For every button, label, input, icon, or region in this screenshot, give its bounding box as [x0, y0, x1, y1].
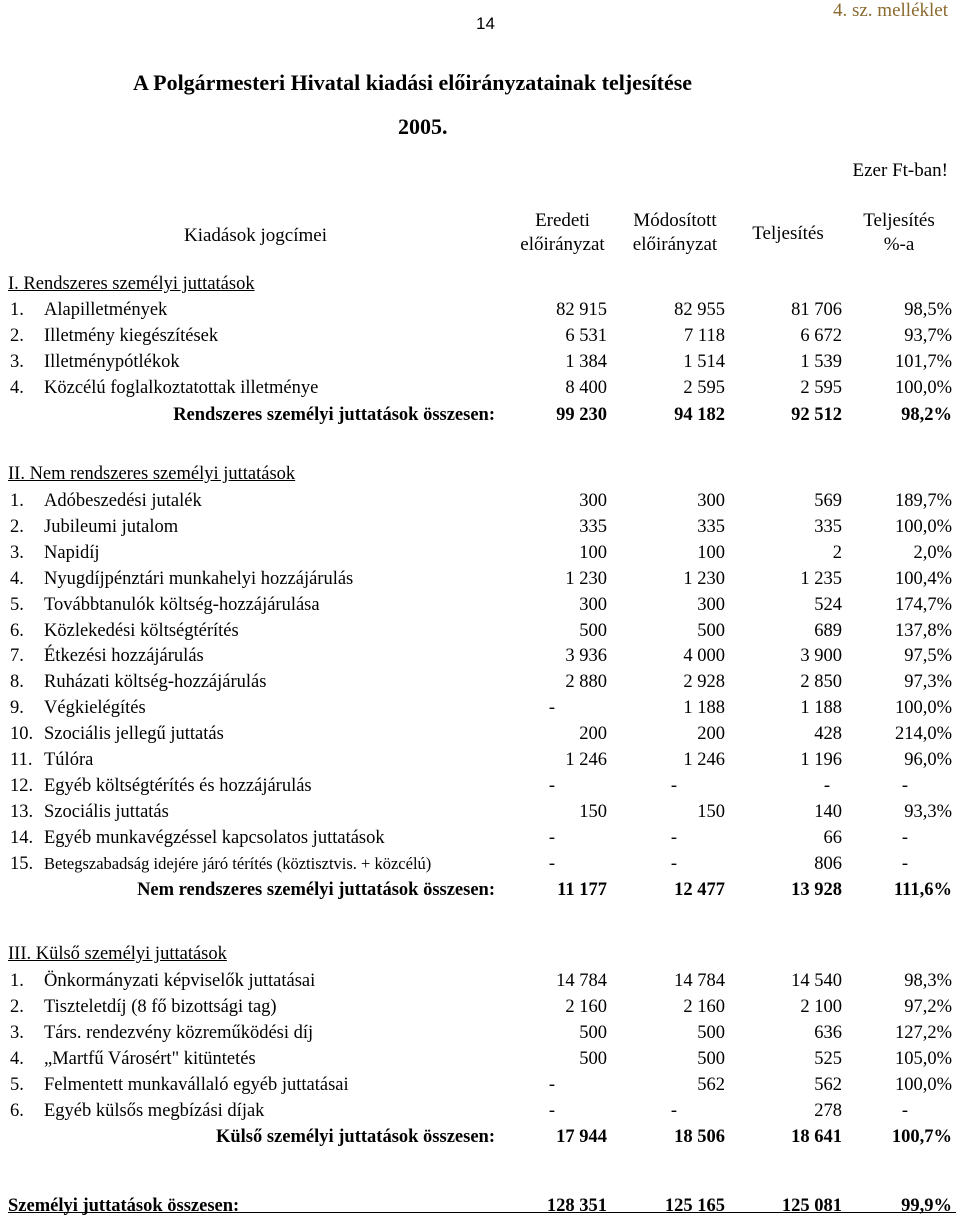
row-number: 3. — [10, 542, 24, 563]
performance-cell: 1 196 — [800, 750, 842, 770]
performance-percent-cell: 100,0% — [894, 1074, 952, 1095]
original-budget-cell: - — [548, 1074, 555, 1095]
grand-total-label: Személyi juttatások összesen: — [8, 1196, 240, 1216]
performance-cell: 2 — [832, 542, 842, 563]
grand-total-row — [0, 1193, 960, 1219]
performance-cell: 569 — [814, 491, 842, 511]
row-label: Betegszabadság idejére járó térítés (köztisztvis. + közcélú) — [44, 853, 432, 873]
modified-budget-cell: 2 928 — [683, 672, 725, 693]
row-label: Végkielégítés — [44, 698, 146, 719]
modified-budget-cell: 562 — [697, 1074, 725, 1095]
total-original-budget: 11 177 — [557, 880, 607, 900]
total-modified-budget: 18 506 — [674, 1127, 725, 1147]
modified-budget-cell: 1 188 — [683, 698, 725, 719]
performance-percent-cell: 93,3% — [904, 801, 952, 822]
performance-percent-cell: 98,5% — [904, 300, 952, 320]
performance-cell: 428 — [814, 724, 842, 745]
table-row — [0, 297, 960, 323]
row-label: Jubileumi jutalom — [44, 516, 179, 537]
total-modified-budget: 94 182 — [674, 405, 725, 425]
document-title — [0, 70, 960, 96]
original-budget-cell: 1 230 — [565, 568, 607, 589]
row-label: Társ. rendezvény közreműködési díj — [44, 1022, 314, 1043]
performance-percent-cell: - — [901, 827, 908, 848]
total-label: Külső személyi juttatások összesen: — [215, 1127, 495, 1147]
table-row — [0, 349, 960, 375]
performance-percent-cell: 97,3% — [904, 672, 952, 693]
original-budget-cell: 2 880 — [565, 672, 607, 693]
performance-cell: 1 188 — [800, 698, 842, 719]
row-label: Túlóra — [44, 750, 94, 770]
row-label: Közcélú foglalkoztatottak illetménye — [44, 377, 319, 398]
header-modified-line1: Módosított — [633, 210, 717, 231]
row-number: 8. — [10, 672, 24, 693]
row-label: „Martfű Városért" kitüntetés — [44, 1048, 256, 1069]
header-label: Kiadások jogcímei — [184, 225, 327, 246]
row-number: 10. — [10, 724, 34, 745]
performance-percent-cell: - — [901, 853, 908, 874]
modified-budget-cell: 335 — [697, 516, 725, 537]
header-performance: Teljesítés — [752, 223, 824, 244]
row-number: 2. — [10, 516, 24, 537]
grand-total-modified-budget: 125 165 — [664, 1196, 725, 1216]
header-modified-line2: előirányzat — [632, 234, 718, 255]
original-budget-cell: 3 936 — [565, 646, 607, 667]
title-text: A Polgármesteri Hivatal kiadási előirányzatainak teljesítése — [132, 70, 693, 95]
row-label: Önkormányzati képviselők juttatásai — [44, 971, 316, 991]
annex-label: 4. sz. melléklet — [832, 0, 948, 21]
section-total-row — [0, 1124, 960, 1150]
original-budget-cell: 335 — [579, 516, 607, 537]
total-modified-budget: 12 477 — [674, 880, 725, 900]
section-title: III. Külső személyi juttatások — [8, 944, 227, 964]
modified-budget-cell: 300 — [697, 594, 725, 615]
performance-cell: 562 — [814, 1074, 842, 1095]
row-number: 9. — [10, 698, 24, 719]
table-row — [0, 323, 960, 349]
table-row — [0, 514, 960, 540]
total-label: Nem rendszeres személyi juttatások összesen: — [137, 880, 495, 900]
row-number: 2. — [10, 996, 24, 1017]
performance-percent-cell: 2,0% — [913, 542, 952, 563]
table-row — [0, 721, 960, 747]
performance-cell: 81 706 — [791, 300, 842, 320]
row-number: 3. — [10, 351, 24, 372]
performance-cell: 66 — [823, 827, 842, 848]
original-budget-cell: 82 915 — [556, 300, 607, 320]
performance-percent-cell: 101,7% — [894, 351, 952, 372]
row-label: Ruházati költség-hozzájárulás — [44, 672, 267, 693]
performance-percent-cell: 100,0% — [894, 377, 952, 398]
row-number: 1. — [10, 971, 24, 991]
table-row — [0, 643, 960, 669]
document-year: 2005. — [398, 114, 448, 139]
table-row — [0, 488, 960, 514]
performance-percent-cell: 93,7% — [904, 325, 952, 346]
total-performance-percent: 100,7% — [891, 1127, 952, 1147]
performance-cell: 278 — [814, 1100, 842, 1121]
section-total-row — [0, 402, 960, 428]
table-row — [0, 1046, 960, 1072]
performance-percent-cell: 189,7% — [894, 491, 952, 511]
row-label: Nyugdíjpénztári munkahelyi hozzájárulás — [44, 568, 354, 589]
total-performance: 92 512 — [791, 405, 842, 425]
row-number: 2. — [10, 325, 24, 346]
table-row — [0, 825, 960, 851]
original-budget-cell: 300 — [579, 594, 607, 615]
performance-cell: 2 850 — [800, 672, 842, 693]
performance-percent-cell: 97,2% — [904, 996, 952, 1017]
total-performance-percent: 111,6% — [893, 880, 952, 900]
performance-percent-cell: 214,0% — [894, 724, 952, 745]
table-row — [0, 566, 960, 592]
row-label: Alapilletmények — [44, 300, 168, 320]
table-row — [0, 695, 960, 721]
total-original-budget: 17 944 — [556, 1127, 607, 1147]
original-budget-cell: - — [548, 853, 555, 874]
row-label: Szociális jellegű juttatás — [44, 724, 224, 745]
modified-budget-cell: 500 — [697, 1022, 725, 1043]
table-row — [0, 375, 960, 401]
row-number: 15. — [10, 853, 34, 874]
header-original-line2: előirányzat — [520, 234, 605, 255]
total-performance: 13 928 — [791, 880, 842, 900]
original-budget-cell: 100 — [579, 542, 607, 563]
table-row — [0, 592, 960, 618]
performance-percent-cell: 100,0% — [894, 516, 952, 537]
row-number: 13. — [10, 801, 34, 822]
modified-budget-cell: - — [670, 827, 677, 848]
row-number: 5. — [10, 594, 24, 615]
section-title: I. Rendszeres személyi juttatások — [8, 274, 255, 294]
modified-budget-cell: 200 — [697, 724, 725, 745]
row-label: Egyéb költségtérítés és hozzájárulás — [44, 775, 312, 796]
row-number: 4. — [10, 1048, 24, 1069]
performance-cell: 335 — [814, 516, 842, 537]
header-performance-percent — [840, 209, 958, 257]
modified-budget-cell: 300 — [697, 491, 725, 511]
row-number: 6. — [10, 620, 24, 641]
modified-budget-cell: 7 118 — [684, 325, 725, 346]
original-budget-cell: 150 — [579, 801, 607, 822]
table-row — [0, 851, 960, 877]
performance-cell: 1 539 — [800, 351, 842, 372]
original-budget-cell: 14 784 — [556, 971, 607, 991]
performance-cell: 2 595 — [800, 377, 842, 398]
performance-percent-cell: 137,8% — [894, 620, 952, 641]
row-number: 11. — [10, 750, 33, 770]
original-budget-cell: 500 — [579, 1022, 607, 1043]
original-budget-cell: - — [548, 827, 555, 848]
original-budget-cell: - — [548, 698, 555, 719]
section-title: II. Nem rendszeres személyi juttatások — [8, 464, 296, 484]
row-number: 6. — [10, 1100, 24, 1121]
modified-budget-cell: 500 — [697, 1048, 725, 1069]
performance-percent-cell: 97,5% — [904, 646, 952, 667]
header-original-budget — [505, 209, 620, 257]
table-row — [0, 773, 960, 799]
modified-budget-cell: 4 000 — [683, 646, 725, 667]
row-number: 3. — [10, 1022, 24, 1043]
original-budget-cell: - — [548, 1100, 555, 1121]
header-modified-budget — [620, 209, 730, 257]
header-percent-line2: %-a — [883, 234, 915, 255]
performance-cell: 636 — [814, 1022, 842, 1043]
performance-cell: 14 540 — [791, 971, 842, 991]
original-budget-cell: 300 — [579, 491, 607, 511]
page-number: 14 — [476, 14, 495, 33]
performance-percent-cell: - — [901, 775, 908, 796]
header-percent-line1: Teljesítés — [863, 210, 935, 231]
row-number: 4. — [10, 377, 24, 398]
row-label: Egyéb külsős megbízási díjak — [44, 1100, 265, 1121]
row-number: 14. — [10, 827, 34, 848]
row-number: 4. — [10, 568, 24, 589]
table-row — [0, 1020, 960, 1046]
modified-budget-cell: 2 160 — [683, 996, 725, 1017]
modified-budget-cell: 500 — [697, 620, 725, 641]
row-label: Felmentett munkavállaló egyéb juttatásai — [44, 1074, 349, 1095]
unit-note: Ezer Ft-ban! — [852, 160, 948, 181]
total-original-budget: 99 230 — [556, 405, 607, 425]
performance-percent-cell: 174,7% — [894, 594, 952, 615]
header-original-line1: Eredeti — [535, 210, 590, 231]
row-number: 1. — [10, 300, 24, 320]
table-row — [0, 747, 960, 773]
table-row — [0, 994, 960, 1020]
performance-cell: 140 — [814, 801, 842, 822]
performance-percent-cell: 105,0% — [894, 1048, 952, 1069]
original-budget-cell: 2 160 — [565, 996, 607, 1017]
performance-percent-cell: - — [901, 1100, 908, 1121]
row-label: Továbbtanulók költség-hozzájárulása — [44, 594, 320, 615]
performance-percent-cell: 100,4% — [894, 568, 952, 589]
row-label: Illetménypótlékok — [44, 351, 180, 372]
original-budget-cell: 500 — [579, 620, 607, 641]
performance-cell: 689 — [814, 620, 842, 641]
total-label: Rendszeres személyi juttatások összesen: — [173, 405, 495, 425]
original-budget-cell: 8 400 — [565, 377, 607, 398]
table-row — [0, 1098, 960, 1124]
performance-cell: 525 — [814, 1048, 842, 1069]
modified-budget-cell: 82 955 — [674, 300, 725, 320]
modified-budget-cell: 100 — [697, 542, 725, 563]
row-label: Tiszteletdíj (8 fő bizottsági tag) — [44, 996, 277, 1017]
row-label: Étkezési hozzájárulás — [44, 646, 204, 667]
row-label: Egyéb munkavégzéssel kapcsolatos juttatások — [44, 827, 385, 848]
modified-budget-cell: 150 — [697, 801, 725, 822]
row-label: Illetmény kiegészítések — [44, 325, 219, 346]
row-number: 12. — [10, 775, 34, 796]
table-row — [0, 540, 960, 566]
row-label: Napidíj — [44, 542, 100, 563]
grand-total-underline — [8, 1212, 956, 1213]
grand-total-performance: 125 081 — [781, 1196, 842, 1216]
grand-total-performance-percent: 99,9% — [901, 1196, 952, 1216]
original-budget-cell: 1 246 — [565, 750, 607, 770]
performance-cell: 1 235 — [800, 568, 842, 589]
grand-total-original-budget: 128 351 — [546, 1196, 607, 1216]
row-label: Adóbeszedési jutalék — [44, 491, 202, 511]
original-budget-cell: 200 — [579, 724, 607, 745]
modified-budget-cell: - — [670, 775, 677, 796]
performance-percent-cell: 96,0% — [904, 750, 952, 770]
performance-cell: 6 672 — [800, 325, 842, 346]
modified-budget-cell: - — [670, 853, 677, 874]
modified-budget-cell: 2 595 — [683, 377, 725, 398]
table-row — [0, 618, 960, 644]
performance-cell: 524 — [814, 594, 842, 615]
row-label: Szociális juttatás — [44, 801, 169, 822]
section-total-row — [0, 877, 960, 903]
performance-percent-cell: 98,3% — [904, 971, 952, 991]
table-row — [0, 968, 960, 994]
row-label: Közlekedési költségtérítés — [44, 620, 239, 641]
performance-percent-cell: 127,2% — [894, 1022, 952, 1043]
performance-cell: 806 — [814, 853, 842, 874]
table-row — [0, 669, 960, 695]
original-budget-cell: 1 384 — [565, 351, 607, 372]
performance-cell: 3 900 — [800, 646, 842, 667]
modified-budget-cell: 1 230 — [683, 568, 725, 589]
modified-budget-cell: 1 246 — [683, 750, 725, 770]
original-budget-cell: - — [548, 775, 555, 796]
table-row — [0, 1072, 960, 1098]
modified-budget-cell: 1 514 — [683, 351, 725, 372]
performance-cell: - — [823, 775, 830, 796]
modified-budget-cell: 14 784 — [674, 971, 725, 991]
table-row — [0, 799, 960, 825]
original-budget-cell: 500 — [579, 1048, 607, 1069]
row-number: 5. — [10, 1074, 24, 1095]
modified-budget-cell: - — [670, 1100, 677, 1121]
performance-cell: 2 100 — [800, 996, 842, 1017]
row-number: 7. — [10, 646, 24, 667]
total-performance-percent: 98,2% — [901, 405, 952, 425]
performance-percent-cell: 100,0% — [894, 698, 952, 719]
row-number: 1. — [10, 491, 24, 511]
original-budget-cell: 6 531 — [565, 325, 607, 346]
total-performance: 18 641 — [791, 1127, 842, 1147]
